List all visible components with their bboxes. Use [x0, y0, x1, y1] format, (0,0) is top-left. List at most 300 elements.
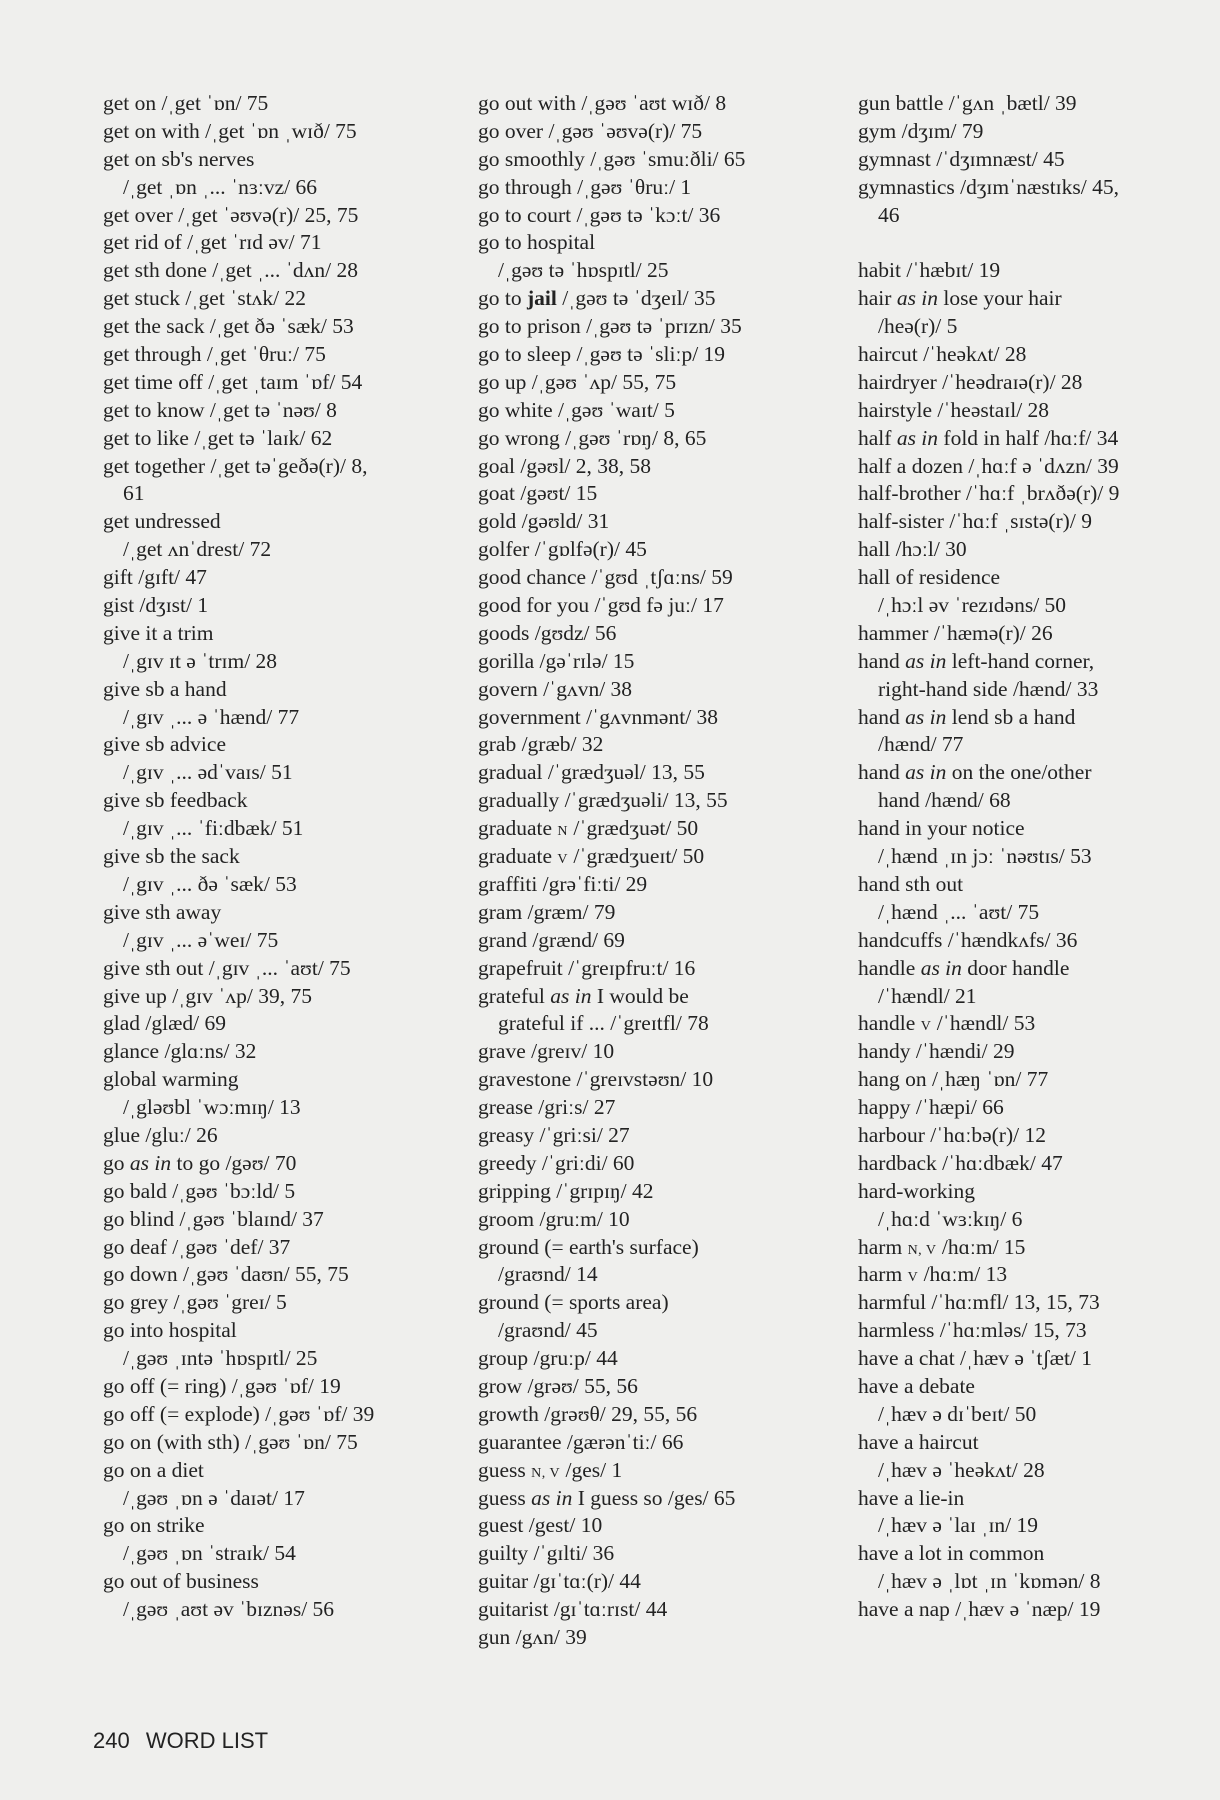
entry-text: have a lot in common	[858, 1541, 1045, 1566]
word-entry	[478, 1540, 833, 1568]
word-entry	[858, 648, 1213, 676]
entry-text: hang on /ˌhæŋ ˈɒn/ 77	[858, 1067, 1049, 1092]
entry-text: go to hospital	[478, 230, 596, 255]
entry-text: /ˌhɔːl əv ˈrezɪdəns/ 50	[878, 593, 1067, 618]
entry-text: hand	[858, 648, 906, 673]
entry-text: right-hand side /hænd/ 33	[878, 676, 1099, 701]
entry-text: go on (with sth) /ˌgəʊ ˈɒn/ 75	[103, 1429, 358, 1454]
entry-text: harmless /ˈhɑːmləs/ 15, 73	[858, 1318, 1087, 1343]
word-entry	[103, 369, 458, 397]
entry-text: glue /gluː/ 26	[103, 1122, 218, 1147]
entry-text: graffiti /grəˈfiːti/ 29	[478, 871, 648, 896]
word-entry	[858, 1234, 1213, 1262]
word-entry	[103, 285, 458, 313]
entry-text: hall /hɔːl/ 30	[858, 537, 967, 562]
entry-text: harbour /ˈhɑːbə(r)/ 12	[858, 1122, 1046, 1147]
entry-text: go to court /ˌgəʊ tə ˈkɔːt/ 36	[478, 202, 721, 227]
entry-text: left-hand corner,	[946, 648, 1095, 673]
entry-text: goods /gʊdz/ 56	[478, 620, 617, 645]
word-entry	[103, 118, 458, 146]
entry-continuation	[103, 1345, 458, 1373]
word-entry	[103, 676, 458, 704]
word-entry	[103, 843, 458, 871]
entry-text: get to know /ˌget tə ˈnəʊ/ 8	[103, 397, 337, 422]
word-entry	[103, 453, 458, 481]
entry-text: hand	[858, 704, 906, 729]
usage-note: as in	[905, 704, 947, 729]
word-entry	[858, 1094, 1213, 1122]
word-entry	[858, 1429, 1213, 1457]
entry-text: hand	[858, 760, 906, 785]
word-entry	[478, 536, 833, 564]
word-entry	[478, 90, 833, 118]
entry-text: grave /greɪv/ 10	[478, 1039, 615, 1064]
entry-continuation	[103, 1596, 458, 1624]
entry-continuation	[103, 927, 458, 955]
word-entry	[478, 648, 833, 676]
entry-text: groom /gruːm/ 10	[478, 1206, 630, 1231]
word-entry	[858, 1066, 1213, 1094]
entry-text: golfer /ˈgɒlfə(r)/ 45	[478, 537, 647, 562]
word-entry	[858, 1596, 1213, 1624]
word-entry	[858, 397, 1213, 425]
entry-text: get on with /ˌget ˈɒn ˌwɪð/ 75	[103, 118, 357, 143]
word-entry	[858, 927, 1213, 955]
word-entry	[478, 1401, 833, 1429]
word-entry	[103, 1038, 458, 1066]
part-of-speech: V	[907, 1270, 919, 1286]
word-entry	[858, 480, 1213, 508]
entry-text: gold /gəʊld/ 31	[478, 509, 610, 534]
entry-text: /hɑːm/ 13	[918, 1262, 1008, 1287]
entry-text: hand /hænd/ 68	[878, 788, 1011, 813]
word-entry	[103, 899, 458, 927]
entry-text: ground (= sports area)	[478, 1290, 669, 1315]
word-entry	[858, 229, 1213, 257]
entry-text: habit /ˈhæbɪt/ 19	[858, 258, 1001, 283]
word-entry	[478, 1178, 833, 1206]
entry-text: /ˌgəʊ ˌɒn ə ˈdaɪət/ 17	[123, 1485, 305, 1510]
entry-text: /ˌhæv ə ˌlɒt ˌɪn ˈkɒmən/ 8	[878, 1569, 1101, 1594]
entry-text: group /gruːp/ 44	[478, 1346, 618, 1371]
entry-text: handcuffs /ˈhændkʌfs/ 36	[858, 927, 1078, 952]
entry-text: greasy /ˈgriːsi/ 27	[478, 1122, 630, 1147]
entry-continuation	[478, 257, 833, 285]
word-entry	[858, 257, 1213, 285]
entry-text: grow /grəʊ/ 55, 56	[478, 1373, 638, 1398]
entry-text: give sb a hand	[103, 676, 227, 701]
entry-text: have a haircut	[858, 1429, 979, 1454]
entry-text: get together /ˌget təˈgeðə(r)/ 8,	[103, 453, 368, 478]
entry-continuation	[103, 174, 458, 202]
entry-text: hairdryer /ˈheədraɪə(r)/ 28	[858, 369, 1083, 394]
entry-text: half a dozen /ˌhɑːf ə ˈdʌzn/ 39	[858, 453, 1119, 478]
entry-text: gymnast /ˈdʒɪmnæst/ 45	[858, 146, 1065, 171]
entry-text: /ˌhɑːd ˈwɜːkɪŋ/ 6	[878, 1206, 1023, 1231]
entry-text: give sth out /ˌgɪv ˌ... ˈaʊt/ 75	[103, 955, 351, 980]
word-entry	[478, 453, 833, 481]
entry-text: gym /dʒɪm/ 79	[858, 118, 984, 143]
entry-text: hand sth out	[858, 871, 964, 896]
word-entry	[858, 1540, 1213, 1568]
word-entry	[478, 229, 833, 257]
word-entry	[858, 508, 1213, 536]
entry-text: harm	[858, 1262, 908, 1287]
entry-text: go off (= ring) /ˌgəʊ ˈɒf/ 19	[103, 1373, 341, 1398]
word-entry	[478, 899, 833, 927]
entry-text: /ˌgɪv ɪt ə ˈtrɪm/ 28	[123, 648, 278, 673]
word-entry	[478, 1094, 833, 1122]
entry-text: I would be	[591, 983, 689, 1008]
word-entry	[478, 397, 833, 425]
entry-continuation	[478, 1010, 833, 1038]
entry-text: on the one/other	[946, 760, 1092, 785]
word-entry	[478, 369, 833, 397]
entry-text: graduate	[478, 816, 558, 841]
entry-continuation	[103, 1540, 458, 1568]
entry-text: go out of business	[103, 1569, 259, 1594]
entry-continuation	[858, 1206, 1213, 1234]
entry-text: /ˈhændl/ 53	[931, 1011, 1036, 1036]
entry-text: /ˌgləʊbl ˈwɔːmɪŋ/ 13	[123, 1095, 301, 1120]
word-entry	[858, 1345, 1213, 1373]
entry-text: gun /gʌn/ 39	[478, 1624, 587, 1649]
entry-text: go on a diet	[103, 1457, 204, 1482]
word-entry	[103, 1457, 458, 1485]
entry-text: go	[103, 1150, 130, 1175]
word-entry	[478, 1568, 833, 1596]
entry-continuation	[858, 1401, 1213, 1429]
entry-text: /ˌget ˌɒn ˌ... ˈnɜːvz/ 66	[123, 174, 318, 199]
entry-text: harmful /ˈhɑːmfl/ 13, 15, 73	[858, 1290, 1100, 1315]
entry-text: grateful	[478, 983, 551, 1008]
word-entry	[478, 425, 833, 453]
entry-text: happy /ˈhæpi/ 66	[858, 1095, 1004, 1120]
word-entry	[478, 341, 833, 369]
word-entry	[103, 564, 458, 592]
entry-text: go over /ˌgəʊ ˈəʊvə(r)/ 75	[478, 118, 703, 143]
entry-text: /ˌgəʊ ˌaʊt əv ˈbɪznəs/ 56	[123, 1597, 335, 1622]
word-entry	[858, 871, 1213, 899]
entry-text: go into hospital	[103, 1318, 237, 1343]
entry-text: /ges/ 1	[560, 1457, 623, 1482]
word-entry	[478, 592, 833, 620]
entry-text: grease /griːs/ 27	[478, 1095, 616, 1120]
entry-text: grand /grænd/ 69	[478, 927, 625, 952]
word-entry	[858, 118, 1213, 146]
entry-text: /ˈgrædʒueɪt/ 50	[568, 844, 705, 869]
entry-text: /ˌgɪv ˌ... ˈfiːdbæk/ 51	[123, 816, 304, 841]
word-entry	[478, 983, 833, 1011]
word-entry	[478, 1038, 833, 1066]
entry-continuation	[103, 1094, 458, 1122]
entry-text: goal /gəʊl/ 2, 38, 58	[478, 453, 652, 478]
part-of-speech: N	[557, 824, 569, 840]
entry-text: hardback /ˈhɑːdbæk/ 47	[858, 1150, 1063, 1175]
word-entry	[858, 1010, 1213, 1038]
entry-text: guarantee /gærənˈtiː/ 66	[478, 1429, 684, 1454]
entry-text: good for you /ˈgʊd fə juː/ 17	[478, 593, 724, 618]
entry-text: I guess so /ges/ 65	[572, 1485, 736, 1510]
word-entry	[858, 759, 1213, 787]
entry-text: greedy /ˈgriːdi/ 60	[478, 1150, 635, 1175]
entry-text: growth /grəʊθ/ 29, 55, 56	[478, 1401, 698, 1426]
word-entry	[478, 1234, 833, 1262]
word-entry	[103, 1206, 458, 1234]
word-entry	[858, 341, 1213, 369]
word-entry	[858, 536, 1213, 564]
entry-text: /ˌgəʊ tə ˈdʒeɪl/ 35	[556, 286, 716, 311]
part-of-speech: V	[557, 852, 569, 868]
entry-text: go to	[478, 286, 527, 311]
entry-text: go out with /ˌgəʊ ˈaʊt wɪð/ 8	[478, 91, 727, 115]
entry-text: give up /ˌgɪv ˈʌp/ 39, 75	[103, 983, 313, 1008]
entry-text: go to prison /ˌgəʊ tə ˈprɪzn/ 35	[478, 314, 742, 339]
word-entry	[478, 620, 833, 648]
entry-text: get through /ˌget ˈθruː/ 75	[103, 342, 326, 367]
entry-continuation	[858, 731, 1213, 759]
entry-text: grapefruit /ˈgreɪpfruːt/ 16	[478, 955, 696, 980]
entry-text: /ˌget ʌnˈdrest/ 72	[123, 537, 272, 562]
word-entry	[858, 174, 1213, 202]
word-entry	[478, 1596, 833, 1624]
word-entry	[103, 397, 458, 425]
word-entry	[858, 564, 1213, 592]
entry-text: get stuck /ˌget ˈstʌk/ 22	[103, 286, 307, 311]
entry-text: get over /ˌget ˈəʊvə(r)/ 25, 75	[103, 202, 359, 227]
word-entry	[858, 1317, 1213, 1345]
word-entry	[478, 202, 833, 230]
entry-text: go through /ˌgəʊ ˈθruː/ 1	[478, 174, 692, 199]
word-entry	[858, 285, 1213, 313]
page-footer	[93, 1728, 268, 1754]
entry-continuation	[858, 1568, 1213, 1596]
entry-text: /ˌgɪv ˌ... əˈweɪ/ 75	[123, 927, 279, 952]
entry-continuation	[858, 983, 1213, 1011]
entry-text: 61	[123, 481, 145, 506]
word-entry	[103, 983, 458, 1011]
usage-note: as in	[550, 983, 592, 1008]
entry-text: get on /ˌget ˈɒn/ 75	[103, 91, 269, 115]
word-entry	[858, 704, 1213, 732]
entry-text: have a lie-in	[858, 1485, 965, 1510]
word-entry	[478, 1206, 833, 1234]
entry-text: give sb the sack	[103, 844, 240, 869]
entry-continuation	[858, 1457, 1213, 1485]
entry-text: go smoothly /ˌgəʊ ˈsmuːðli/ 65	[478, 146, 746, 171]
word-entry	[103, 1401, 458, 1429]
word-entry	[858, 146, 1213, 174]
entry-text: gravestone /ˈgreɪvstəʊn/ 10	[478, 1067, 714, 1092]
word-entry	[478, 146, 833, 174]
word-entry	[478, 1345, 833, 1373]
word-entry	[858, 1261, 1213, 1289]
entry-text: half-brother /ˈhɑːf ˌbrʌðə(r)/ 9	[858, 481, 1120, 506]
word-entry	[478, 871, 833, 899]
entry-text: /ˌhæv ə ˈheəkʌt/ 28	[878, 1457, 1045, 1482]
entry-text: handle	[858, 955, 921, 980]
entry-text: /ˌgəʊ tə ˈhɒspɪtl/ 25	[498, 258, 669, 283]
usage-note: as in	[129, 1150, 172, 1175]
word-entry	[103, 341, 458, 369]
entry-continuation	[858, 202, 1213, 230]
entry-text: /hɑːm/ 15	[936, 1234, 1026, 1259]
word-entry	[858, 1122, 1213, 1150]
entry-text: hammer /ˈhæmə(r)/ 26	[858, 620, 1053, 645]
word-list-column-1	[103, 90, 458, 1624]
entry-text: good chance /ˈgʊd ˌtʃɑːns/ 59	[478, 565, 733, 590]
entry-continuation	[858, 313, 1213, 341]
entry-continuation	[103, 815, 458, 843]
word-entry	[478, 787, 833, 815]
word-entry	[478, 704, 833, 732]
entry-text: go white /ˌgəʊ ˈwaɪt/ 5	[478, 397, 675, 422]
word-entry	[478, 118, 833, 146]
word-entry	[478, 955, 833, 983]
entry-text: have a debate	[858, 1373, 975, 1398]
entry-text: handle	[858, 1011, 921, 1036]
word-entry	[478, 313, 833, 341]
word-entry	[478, 285, 833, 313]
entry-text: go off (= explode) /ˌgəʊ ˈɒf/ 39	[103, 1401, 375, 1426]
entry-text: grateful if ... /ˈgreɪtfl/ 78	[498, 1011, 709, 1036]
entry-text: give sb feedback	[103, 788, 248, 813]
word-entry	[103, 1261, 458, 1289]
section-title: WORD LIST	[145, 1728, 269, 1753]
part-of-speech: N, V	[531, 1465, 561, 1481]
word-entry	[858, 1485, 1213, 1513]
entry-continuation	[103, 536, 458, 564]
word-entry	[858, 620, 1213, 648]
word-entry	[103, 313, 458, 341]
word-entry	[478, 1485, 833, 1513]
word-entry	[858, 815, 1213, 843]
entry-text: go blind /ˌgəʊ ˈblaɪnd/ 37	[103, 1206, 324, 1231]
part-of-speech: V	[920, 1019, 932, 1035]
entry-text: hair	[858, 286, 897, 311]
entry-continuation	[103, 480, 458, 508]
entry-text: go up /ˌgəʊ ˈʌp/ 55, 75	[478, 369, 677, 394]
entry-text: 46	[878, 202, 900, 227]
word-entry	[478, 1429, 833, 1457]
word-entry	[478, 174, 833, 202]
entry-text: gradual /ˈgrædʒuəl/ 13, 55	[478, 760, 705, 785]
usage-note: as in	[896, 425, 939, 450]
entry-text: hall of residence	[858, 565, 1001, 590]
entry-text: gradually /ˈgrædʒuəli/ 13, 55	[478, 788, 728, 813]
word-entry	[478, 731, 833, 759]
entry-text: get sth done /ˌget ˌ... ˈdʌn/ 28	[103, 258, 358, 283]
word-entry	[103, 592, 458, 620]
usage-note: as in	[905, 760, 947, 785]
entry-text: /heə(r)/ 5	[878, 314, 958, 339]
entry-text: give sb advice	[103, 732, 226, 757]
word-entry	[478, 508, 833, 536]
entry-text: /ˌhæv ə ˈlaɪ ˌɪn/ 19	[878, 1513, 1039, 1538]
word-entry	[103, 1150, 458, 1178]
usage-note: as in	[905, 648, 947, 673]
word-entry	[478, 1289, 833, 1317]
entry-text: guitarist /gɪˈtɑːrɪst/ 44	[478, 1597, 668, 1622]
word-entry	[103, 731, 458, 759]
word-entry	[103, 1317, 458, 1345]
entry-continuation	[858, 676, 1213, 704]
entry-text: guilty /ˈgɪlti/ 36	[478, 1541, 615, 1566]
entry-text: global warming	[103, 1067, 239, 1092]
word-entry	[478, 564, 833, 592]
entry-text: get on sb's nerves	[103, 146, 255, 171]
entry-text: glad /glæd/ 69	[103, 1011, 227, 1036]
entry-text: get to like /ˌget tə ˈlaɪk/ 62	[103, 425, 333, 450]
entry-text: get the sack /ˌget ðə ˈsæk/ 53	[103, 314, 354, 339]
entry-text: graduate	[478, 844, 558, 869]
word-entry	[478, 815, 833, 843]
part-of-speech: N, V	[907, 1242, 937, 1258]
entry-text: gripping /ˈgrɪpɪŋ/ 42	[478, 1178, 654, 1203]
entry-text: guest /gest/ 10	[478, 1513, 603, 1538]
entry-text: gun battle /ˈgʌn ˌbætl/ 39	[858, 91, 1077, 115]
entry-continuation	[103, 759, 458, 787]
entry-text: /ˌgɪv ˌ... ə ˈhænd/ 77	[123, 704, 300, 729]
entry-continuation	[103, 1485, 458, 1513]
page-number: 240	[93, 1728, 130, 1753]
entry-text: fold in half /hɑːf/ 34	[938, 425, 1119, 450]
entry-text: lose your hair	[938, 286, 1062, 311]
entry-text: go grey /ˌgəʊ ˈgreɪ/ 5	[103, 1290, 287, 1315]
word-entry	[103, 1234, 458, 1262]
word-entry	[478, 927, 833, 955]
entry-text: guess	[478, 1485, 532, 1510]
entry-continuation	[858, 843, 1213, 871]
entry-text: /ˌhæv ə dɪˈbeɪt/ 50	[878, 1401, 1037, 1426]
usage-note: as in	[920, 955, 962, 980]
entry-text: guess	[478, 1457, 532, 1482]
word-entry	[103, 1289, 458, 1317]
word-entry	[103, 1010, 458, 1038]
entry-continuation	[478, 1261, 833, 1289]
entry-text: /ˌgəʊ ˌɒn ˈstraɪk/ 54	[123, 1541, 296, 1566]
word-entry	[478, 1122, 833, 1150]
word-entry	[478, 480, 833, 508]
word-entry	[103, 955, 458, 983]
word-entry	[858, 425, 1213, 453]
entry-continuation	[858, 1512, 1213, 1540]
entry-continuation	[858, 899, 1213, 927]
word-entry	[103, 1066, 458, 1094]
entry-text: gymnastics /dʒɪmˈnæstɪks/ 45,	[858, 174, 1119, 199]
word-entry	[103, 1429, 458, 1457]
entry-text: grab /græb/ 32	[478, 732, 604, 757]
word-entry	[858, 1150, 1213, 1178]
entry-text: /hænd/ 77	[878, 732, 964, 757]
entry-text: /ˈhændl/ 21	[878, 983, 977, 1008]
word-entry	[858, 1178, 1213, 1206]
word-list-column-3	[858, 90, 1213, 1624]
usage-note: as in	[531, 1485, 573, 1510]
word-entry	[103, 787, 458, 815]
entry-text: /graʊnd/ 14	[498, 1262, 598, 1287]
word-entry	[478, 1066, 833, 1094]
entry-text: /ˌgɪv ˌ... ðə ˈsæk/ 53	[123, 871, 297, 896]
entry-text: gift /gɪft/ 47	[103, 565, 207, 590]
word-entry	[858, 1289, 1213, 1317]
entry-text: get rid of /ˌget ˈrɪd əv/ 71	[103, 230, 322, 255]
entry-text: to go /gəʊ/ 70	[171, 1150, 297, 1175]
word-entry	[478, 1512, 833, 1540]
entry-text: goat /gəʊt/ 15	[478, 481, 598, 506]
entry-continuation	[858, 592, 1213, 620]
entry-text: govern /ˈgʌvn/ 38	[478, 676, 633, 701]
